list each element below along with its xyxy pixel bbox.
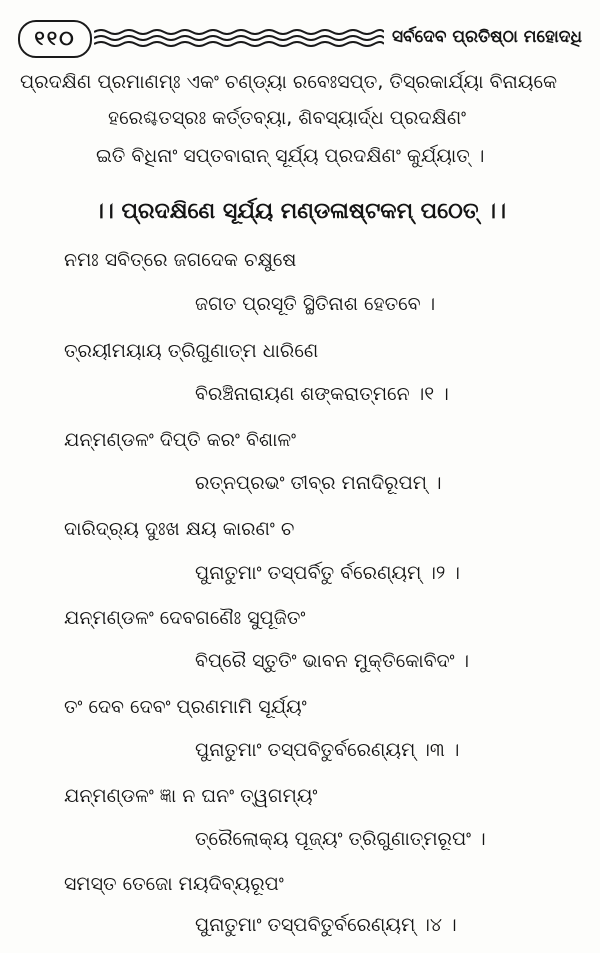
verse-line: ବିପ୍ରୈ ସ୍ତୁତିଂ ଭାବନ ମୁକ୍ତିକୋବିଦଂ ।	[195, 650, 470, 672]
verse-line: ଯନ୍ମଣ୍ଡଳଂ ଜ୍ଞା ନ ଘନଂ ତ୍ୱଗମ୍ୟଂ	[64, 785, 318, 807]
verse-line: ରତ୍ନପ୍ରଭଂ ତୀବ୍ର ମନାଦିରୂପମ୍ ।	[195, 472, 442, 494]
intro-line-2: ହରେଶ୍ଚତସ୍ରଃ କର୍ତ୍ତବ୍ୟା, ଶିବସ୍ୟାର୍ଦ୍ଧ ପ୍ରଦକ୍ଷିଣଂ	[108, 107, 467, 129]
page-header	[14, 20, 586, 60]
verse-line: ପୁନାତୁମାଂ ତସ୍ପବିତୁର୍ବରେଣ୍ୟମ୍ ।୪ ।	[195, 914, 457, 936]
wavy-rule-ornament	[94, 26, 384, 50]
verse-line: ଜଗତ ପ୍ରସୂତି ସ୍ଥିତିନାଶ ହେତବେ ।	[195, 293, 436, 315]
verse-line: ଦାରିଦ୍ର୍ୟ ଦୁଃଖ କ୍ଷୟ କାରଣଂ ଚ	[64, 518, 295, 540]
verse-line: ବିରଞ୍ଚିନାରାୟଣ ଶଙ୍କରାତ୍ମନେ ।୧ ।	[195, 383, 449, 405]
page-number: ୧୧୦	[18, 20, 92, 58]
intro-line-3: ଇତି ବିଧିନାଂ ସପ୍ତବାରାନ୍ ସୂର୍ଯ୍ୟ ପ୍ରଦକ୍ଷିଣଂ କୁର୍ଯ୍ୟାତ୍ ।	[96, 145, 485, 167]
verse-line: ଯନ୍ମଣ୍ଡଳଂ ଦିପ୍ତି କରଂ ବିଶାଳଂ	[64, 429, 297, 451]
section-heading: ।। ପ୍ରଦକ୍ଷିଣେ ସୂର୍ଯ୍ୟ ମଣ୍ଡଳାଷ୍ଟକମ୍ ପଠେତ୍ ।।	[94, 199, 506, 224]
verse-line: ତଂ ଦେବ ଦେବଂ ପ୍ରଣମାମି ସୂର୍ଯ୍ୟଂ	[64, 696, 307, 718]
intro-line-1: ପ୍ରଦକ୍ଷିଣ ପ୍ରମାଣମ୍ଃ ଏକଂ ଚଣ୍ଡ୍ୟା ରବେଃସପ୍ତ, ତିସ୍ରକାର୍ଯ୍ୟା ବିନାୟକେ	[20, 71, 558, 93]
verse-line: ପୁନାତୁମାଂ ତସ୍ପବିତୁର୍ବରେଣ୍ୟମ୍ ।୩ ।	[195, 739, 460, 761]
verse-line: ତ୍ରୟୀମୟାୟ ତ୍ରିଗୁଣାତ୍ମ ଧାରିଣେ	[64, 340, 319, 362]
verse-line: ଯନ୍ମଣ୍ଡଳଂ ଦେବଗଣୈଃ ସୁପୂଜିତଂ	[64, 607, 306, 629]
verse-line: ପୁନାତୁମାଂ ତସ୍ପର୍ବିତୁ ର୍ବରେଣ୍ୟମ୍ ।୨ ।	[195, 562, 460, 584]
verse-line: ତ୍ରୈଲୋକ୍ୟ ପୂଜ୍ୟଂ ତ୍ରିଗୁଣାତ୍ମରୂପଂ ।	[195, 828, 486, 850]
verse-line: ସମସ୍ତ ତେଜୋ ମୟଦିବ୍ୟରୂପଂ	[64, 873, 284, 895]
book-title: ସର୍ବଦେବ ପ୍ରତିଷ୍ଠା ମହୋଦଧି	[391, 27, 582, 47]
verse-line: ନମଃ ସବିତ୍ରେ ଜଗଦେକ ଚକ୍ଷୁଷେ	[64, 249, 297, 271]
